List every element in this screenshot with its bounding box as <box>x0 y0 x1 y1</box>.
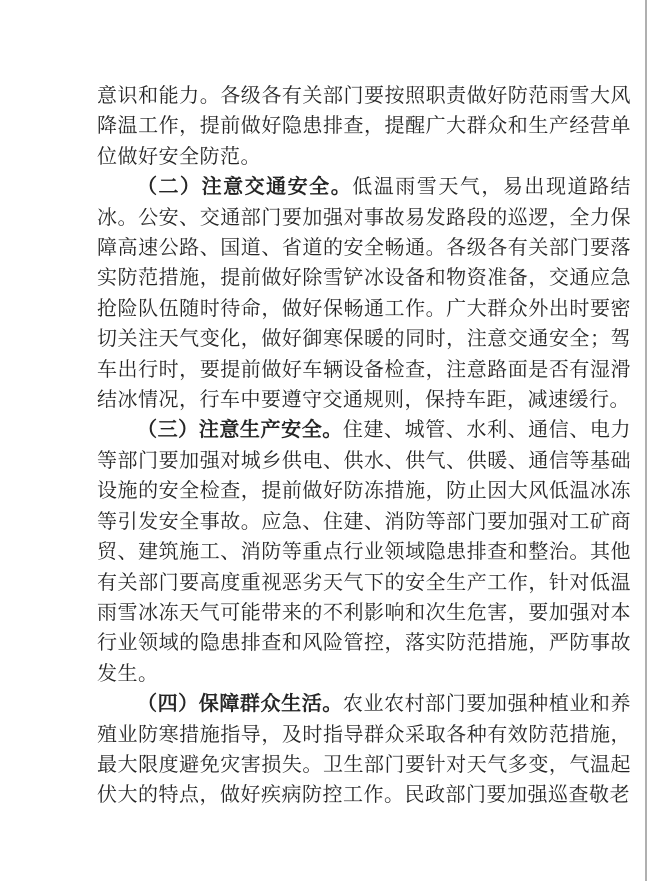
paragraph <box>97 415 631 689</box>
paragraph-text: 农业农村部门要加强种植业和养殖业防寒措施指导，及时指导群众采取各种有效防范措施，最大限度避免灾害损失。卫生部门要针对天气多变，气温起伏大的特点，做好疾病防控工作。民政部门要加强巡查敬老 <box>97 693 632 807</box>
paragraph-text: 低温雨雪天气，易出现道路结冰。公安、交通部门要加强对事故易发路段的巡逻，全力保障高速公路、国道、省道的安全畅通。各级各有关部门要落实防范措施，提前做好除雪铲冰设备和物资准备，交通应急抢险队伍随时待命，做好保畅通工作。广大群众外出时要密切关注天气变化，做好御寒保暖的同时，注意交通安全；驾车出行时，要提前做好车辆设备检查，注意路面是否有湿滑结冰情况，行车中要遵守交通规则，保持车距，减速缓行。 <box>97 176 632 412</box>
section-heading: （三）注意生产安全。 <box>137 419 343 442</box>
section-heading: （四）保障群众生活。 <box>137 693 343 716</box>
paragraph <box>97 689 631 811</box>
paragraph-text: 意识和能力。各级各有关部门要按照职责做好防范雨雪大风降温工作，提前做好隐患排查，提醒广大群众和生产经营单位做好安全防范。 <box>97 85 631 168</box>
paragraph-text: 住建、城管、水利、通信、电力等部门要加强对城乡供电、供水、供气、供暖、通信等基础设施的安全检查，提前做好防冻措施，防止因大风低温冰冻等引发安全事故。应急、住建、消防等部门要加强对工矿商贸、建筑施工、消防等重点行业领域隐患排查和整治。其他有关部门要高度重视恶劣天气下的安全生产工作，针对低温雨雪冰冻天气可能带来的不利影响和次生危害，要加强对本行业领域的隐患排查和风险管控，落实防范措施，严防事故发生。 <box>97 419 632 685</box>
paragraph <box>97 172 631 415</box>
section-heading: （二）注意交通安全。 <box>137 176 353 199</box>
document-body <box>97 81 631 811</box>
paragraph <box>97 81 631 172</box>
